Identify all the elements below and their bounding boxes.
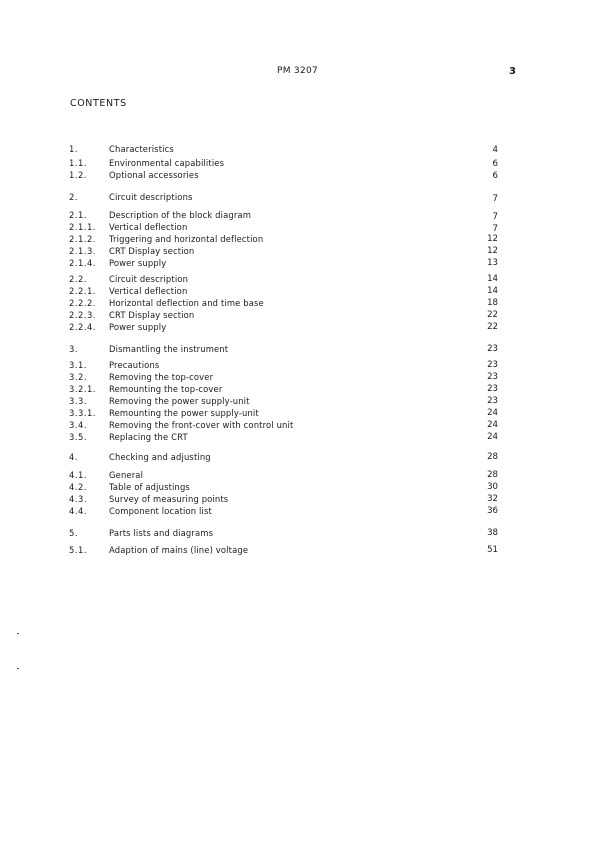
toc-entry-number: 2.1.4. bbox=[69, 258, 96, 268]
toc-entry-title: Vertical deflection bbox=[109, 222, 188, 232]
toc-entry-number: 2.1.1. bbox=[69, 222, 96, 232]
toc-entry-title: Optional accessories bbox=[109, 170, 199, 180]
toc-entry-number: 4.4. bbox=[69, 506, 87, 516]
toc-entry-title: Environmental capabilities bbox=[109, 158, 225, 168]
toc-entry-title: Parts lists and diagrams bbox=[109, 528, 214, 538]
toc-entry bbox=[69, 143, 499, 155]
toc-entry-page: 7 bbox=[492, 212, 498, 222]
toc-entry-page: 6 bbox=[492, 171, 498, 181]
toc-entry-number: 2.1.2. bbox=[69, 234, 96, 244]
toc-entry-number: 3.5. bbox=[69, 432, 87, 442]
toc-entry bbox=[69, 544, 499, 556]
toc-entry-title: Table of adjustings bbox=[109, 482, 190, 492]
toc-entry-title: Power supply bbox=[109, 322, 167, 332]
toc-entry-number: 4.3. bbox=[69, 494, 87, 504]
toc-entry-title: Removing the front-cover with control unit bbox=[109, 420, 294, 430]
toc-entry bbox=[69, 169, 499, 181]
toc-entry-number: 1.2. bbox=[69, 170, 87, 180]
toc-entry-number: 2.1. bbox=[69, 210, 87, 220]
toc-entry bbox=[69, 245, 499, 257]
toc-entry-number: 2.2.3. bbox=[69, 310, 96, 320]
toc-entry-title: Triggering and horizontal deflection bbox=[109, 234, 264, 244]
toc-entry-number: 4. bbox=[69, 452, 78, 462]
toc-entry bbox=[69, 285, 499, 297]
toc-entry bbox=[69, 321, 499, 333]
toc-entry-page: 38 bbox=[487, 528, 498, 538]
toc-entry-title: Vertical deflection bbox=[109, 286, 188, 296]
toc-entry-title: Removing the top-cover bbox=[109, 372, 214, 382]
toc-entry bbox=[69, 383, 499, 395]
toc-entry-page: 12 bbox=[487, 246, 498, 256]
toc-entry-number: 3.3.1. bbox=[69, 408, 96, 418]
toc-entry bbox=[69, 359, 499, 371]
toc-entry-page: 18 bbox=[487, 298, 498, 308]
toc-entry-title: Checking and adjusting bbox=[109, 452, 211, 462]
toc-entry-title: Characteristics bbox=[109, 144, 174, 154]
toc-entry-page: 6 bbox=[492, 159, 498, 169]
toc-entry-title: Adaption of mains (line) voltage bbox=[109, 545, 249, 555]
toc-entry bbox=[69, 297, 499, 309]
toc-entry-title: Removing the power supply-unit bbox=[109, 396, 250, 406]
toc-entry-number: 5. bbox=[69, 528, 78, 538]
toc-entry-title: Dismantling the instrument bbox=[109, 344, 229, 354]
toc-entry bbox=[69, 209, 499, 221]
toc-entry-page: 28 bbox=[487, 470, 498, 480]
toc-entry bbox=[69, 527, 499, 539]
toc-entry-number: 4.1. bbox=[69, 470, 87, 480]
toc-entry-number: 1. bbox=[69, 144, 78, 154]
toc-entry-number: 3. bbox=[69, 344, 78, 354]
toc-entry-page: 13 bbox=[487, 258, 498, 268]
toc-entry-title: Remounting the power supply-unit bbox=[109, 408, 259, 418]
toc-entry-number: 5.1. bbox=[69, 545, 87, 555]
toc-entry-page: 23 bbox=[487, 372, 498, 382]
toc-entry-page: 12 bbox=[487, 234, 498, 244]
toc-entry-number: 3.2.1. bbox=[69, 384, 96, 394]
toc-entry bbox=[69, 343, 499, 355]
toc-entry bbox=[69, 309, 499, 321]
toc-entry-page: 22 bbox=[487, 310, 498, 320]
contents-heading: CONTENTS bbox=[70, 98, 127, 109]
toc-entry-number: 2.2.1. bbox=[69, 286, 96, 296]
toc-entry bbox=[69, 233, 499, 245]
toc-entry-number: 2.2.2. bbox=[69, 298, 96, 308]
toc-entry bbox=[69, 481, 499, 493]
toc-entry-title: Circuit descriptions bbox=[109, 192, 193, 202]
toc-entry-number: 3.1. bbox=[69, 360, 87, 370]
toc-entry-number: 2.1.3. bbox=[69, 246, 96, 256]
toc-entry bbox=[69, 157, 499, 169]
toc-entry-page: 36 bbox=[487, 506, 498, 516]
toc-entry bbox=[69, 407, 499, 419]
toc-entry-page: 23 bbox=[487, 360, 498, 370]
toc-entry-page: 28 bbox=[487, 452, 498, 462]
toc-entry bbox=[69, 371, 499, 383]
toc-entry bbox=[69, 273, 499, 285]
toc-entry-page: 30 bbox=[487, 482, 498, 492]
toc-entry bbox=[69, 191, 499, 203]
toc-entry-page: 24 bbox=[487, 408, 498, 418]
scan-speck bbox=[17, 633, 19, 634]
toc-entry-page: 22 bbox=[487, 322, 498, 332]
toc-entry bbox=[69, 451, 499, 463]
toc-entry-title: Survey of measuring points bbox=[109, 494, 229, 504]
toc-entry bbox=[69, 493, 499, 505]
toc-entry-title: CRT Display section bbox=[109, 246, 195, 256]
toc-entry-page: 7 bbox=[492, 224, 498, 234]
scan-speck bbox=[17, 668, 19, 669]
toc-entry-title: Remounting the top-cover bbox=[109, 384, 223, 394]
toc-entry bbox=[69, 395, 499, 407]
toc-entry-page: 4 bbox=[492, 145, 498, 155]
toc-entry-title: Component location list bbox=[109, 506, 212, 516]
toc-entry bbox=[69, 257, 499, 269]
toc-entry-number: 2. bbox=[69, 192, 78, 202]
toc-entry-title: Circuit description bbox=[109, 274, 189, 284]
toc-entry-number: 1.1. bbox=[69, 158, 87, 168]
toc-entry-number: 2.2.4. bbox=[69, 322, 96, 332]
document-code: PM 3207 bbox=[276, 66, 319, 76]
toc-entry-page: 23 bbox=[487, 384, 498, 394]
toc-entry bbox=[69, 419, 499, 431]
toc-entry-number: 2.2. bbox=[69, 274, 87, 284]
toc-entry-page: 14 bbox=[487, 274, 498, 284]
toc-entry-page: 23 bbox=[487, 344, 498, 354]
toc-entry bbox=[69, 221, 499, 233]
toc-entry-page: 32 bbox=[487, 494, 498, 504]
toc-entry-number: 3.2. bbox=[69, 372, 87, 382]
page-number: 3 bbox=[509, 66, 516, 77]
toc-entry-title: Horizontal deflection and time base bbox=[109, 298, 264, 308]
toc-entry bbox=[69, 431, 499, 443]
toc-entry-page: 24 bbox=[487, 420, 498, 430]
toc-entry-page: 24 bbox=[487, 432, 498, 442]
toc-entry-number: 3.4. bbox=[69, 420, 87, 430]
toc-entry-title: Power supply bbox=[109, 258, 167, 268]
toc-entry-page: 51 bbox=[487, 545, 498, 555]
toc-entry-number: 3.3. bbox=[69, 396, 87, 406]
toc-entry-title: CRT Display section bbox=[109, 310, 195, 320]
toc-entry-title: Replacing the CRT bbox=[109, 432, 188, 442]
toc-entry-title: Description of the block diagram bbox=[109, 210, 252, 220]
toc-entry-page: 7 bbox=[492, 194, 498, 204]
toc-entry-title: Precautions bbox=[109, 360, 160, 370]
toc-entry-page: 23 bbox=[487, 396, 498, 406]
toc-entry-title: General bbox=[109, 470, 144, 480]
toc-entry bbox=[69, 505, 499, 517]
toc-entry-number: 4.2. bbox=[69, 482, 87, 492]
toc-entry-page: 14 bbox=[487, 286, 498, 296]
toc-entry bbox=[69, 469, 499, 481]
